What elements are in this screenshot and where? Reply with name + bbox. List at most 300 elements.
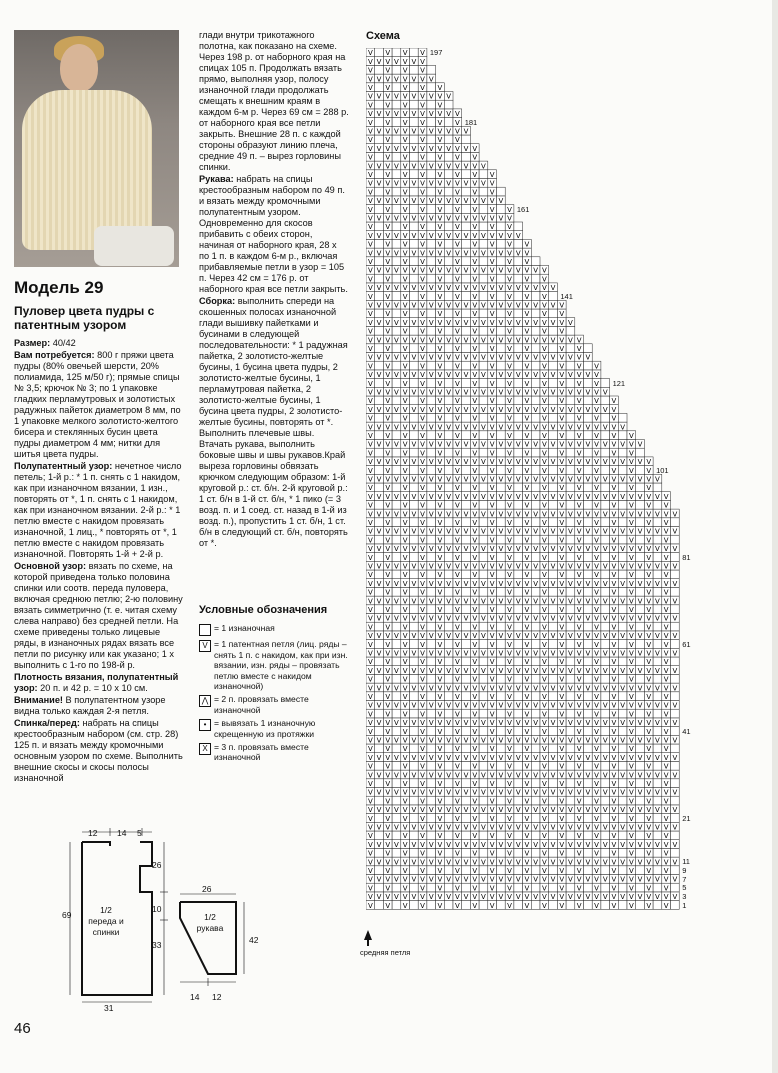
svg-text:V: V xyxy=(472,275,478,284)
svg-text:V: V xyxy=(376,371,382,380)
svg-text:V: V xyxy=(472,510,478,519)
svg-text:V: V xyxy=(646,579,652,588)
svg-text:V: V xyxy=(620,458,626,467)
svg-text:V: V xyxy=(646,745,652,754)
svg-text:V: V xyxy=(576,875,582,884)
svg-text:V: V xyxy=(367,701,373,710)
svg-text:V: V xyxy=(611,606,617,614)
svg-text:V: V xyxy=(576,797,582,806)
svg-text:V: V xyxy=(454,545,460,554)
svg-text:V: V xyxy=(507,397,512,406)
svg-text:V: V xyxy=(420,806,425,815)
svg-text:V: V xyxy=(376,475,382,484)
svg-text:V: V xyxy=(454,118,460,127)
middle-column-paragraph-label: Сборка: xyxy=(199,296,236,306)
svg-text:V: V xyxy=(437,188,443,197)
svg-text:V: V xyxy=(437,832,443,841)
svg-text:V: V xyxy=(420,371,425,380)
svg-text:V: V xyxy=(594,405,599,414)
svg-text:V: V xyxy=(594,362,599,371)
svg-text:V: V xyxy=(463,162,469,171)
svg-text:V: V xyxy=(402,127,408,136)
svg-text:V: V xyxy=(411,806,417,815)
svg-text:V: V xyxy=(420,606,425,614)
svg-text:V: V xyxy=(463,823,469,832)
svg-text:V: V xyxy=(541,762,547,771)
svg-text:V: V xyxy=(463,318,469,327)
svg-text:V: V xyxy=(489,292,495,301)
svg-text:V: V xyxy=(367,188,373,197)
svg-text:V: V xyxy=(411,197,417,206)
svg-text:V: V xyxy=(454,684,460,693)
svg-text:V: V xyxy=(559,771,565,780)
svg-text:V: V xyxy=(394,858,399,867)
svg-text:V: V xyxy=(454,258,460,266)
svg-text:V: V xyxy=(420,110,425,119)
svg-text:V: V xyxy=(559,545,565,554)
svg-text:V: V xyxy=(550,875,556,884)
svg-text:V: V xyxy=(533,649,539,658)
svg-text:V: V xyxy=(663,884,669,893)
svg-text:V: V xyxy=(498,788,504,797)
svg-text:V: V xyxy=(411,179,417,188)
svg-text:V: V xyxy=(420,762,425,771)
svg-text:V: V xyxy=(385,397,391,406)
svg-text:V: V xyxy=(507,710,512,719)
svg-text:V: V xyxy=(394,162,399,171)
svg-text:V: V xyxy=(420,579,425,588)
svg-text:V: V xyxy=(646,884,652,893)
svg-text:V: V xyxy=(602,858,608,867)
svg-text:V: V xyxy=(472,553,478,562)
svg-text:V: V xyxy=(437,658,443,667)
svg-text:V: V xyxy=(646,658,652,667)
svg-text:V: V xyxy=(454,397,460,406)
svg-text:V: V xyxy=(376,144,382,153)
svg-text:V: V xyxy=(594,475,599,484)
svg-text:V: V xyxy=(524,336,530,345)
svg-text:V: V xyxy=(402,719,408,728)
svg-text:V: V xyxy=(489,797,495,806)
svg-text:V: V xyxy=(394,597,399,606)
svg-text:V: V xyxy=(602,545,608,554)
svg-text:V: V xyxy=(489,205,495,214)
svg-text:V: V xyxy=(541,484,547,493)
svg-text:V: V xyxy=(646,684,652,693)
svg-text:V: V xyxy=(594,579,599,588)
svg-text:V: V xyxy=(489,345,495,353)
svg-text:V: V xyxy=(576,588,582,597)
svg-text:V: V xyxy=(585,510,591,519)
svg-text:V: V xyxy=(376,92,382,101)
svg-text:V: V xyxy=(367,205,373,214)
svg-text:V: V xyxy=(446,231,452,240)
svg-text:V: V xyxy=(524,797,530,806)
svg-text:V: V xyxy=(637,492,643,501)
svg-text:V: V xyxy=(663,545,669,554)
svg-text:V: V xyxy=(568,701,573,710)
svg-text:V: V xyxy=(454,632,460,641)
svg-text:V: V xyxy=(446,371,452,380)
svg-text:V: V xyxy=(515,684,521,693)
svg-text:V: V xyxy=(394,318,399,327)
svg-text:V: V xyxy=(541,901,547,910)
svg-text:V: V xyxy=(367,484,373,493)
svg-text:V: V xyxy=(655,840,660,849)
svg-text:V: V xyxy=(463,597,469,606)
svg-text:V: V xyxy=(437,814,443,823)
svg-text:V: V xyxy=(437,249,443,258)
svg-text:V: V xyxy=(620,579,626,588)
svg-text:V: V xyxy=(489,614,495,623)
svg-text:V: V xyxy=(437,153,443,162)
svg-text:V: V xyxy=(411,475,417,484)
left-column-paragraph xyxy=(14,695,184,717)
svg-text:V: V xyxy=(646,510,652,519)
svg-text:V: V xyxy=(524,519,530,527)
svg-text:V: V xyxy=(594,823,599,832)
svg-text:V: V xyxy=(515,649,521,658)
svg-text:V: V xyxy=(463,336,469,345)
svg-text:V: V xyxy=(394,179,399,188)
svg-text:V: V xyxy=(611,666,617,675)
svg-text:V: V xyxy=(515,284,521,293)
svg-text:V: V xyxy=(611,527,617,536)
svg-text:V: V xyxy=(481,458,486,467)
svg-text:V: V xyxy=(437,849,443,858)
svg-text:V: V xyxy=(385,101,391,110)
svg-text:V: V xyxy=(472,658,478,667)
svg-text:V: V xyxy=(376,162,382,171)
svg-text:V: V xyxy=(437,606,443,614)
svg-text:V: V xyxy=(602,806,608,815)
svg-text:V: V xyxy=(550,492,556,501)
svg-text:V: V xyxy=(376,736,382,745)
svg-text:V: V xyxy=(402,92,408,101)
svg-text:V: V xyxy=(367,901,373,910)
svg-text:V: V xyxy=(385,875,391,884)
svg-text:V: V xyxy=(628,753,634,762)
svg-text:V: V xyxy=(594,571,599,580)
svg-text:V: V xyxy=(602,405,608,414)
svg-text:V: V xyxy=(646,858,652,867)
svg-text:V: V xyxy=(437,310,443,319)
svg-text:V: V xyxy=(402,736,408,745)
svg-text:V: V xyxy=(367,292,373,301)
svg-text:V: V xyxy=(594,458,599,467)
svg-text:V: V xyxy=(472,684,478,693)
svg-text:V: V xyxy=(428,371,434,380)
svg-text:V: V xyxy=(524,666,530,675)
svg-text:V: V xyxy=(367,240,373,249)
row-number: 9 xyxy=(682,865,687,875)
svg-text:V: V xyxy=(576,501,582,510)
svg-text:V: V xyxy=(559,901,565,910)
svg-text:V: V xyxy=(385,318,391,327)
svg-text:V: V xyxy=(559,614,565,623)
svg-text:V: V xyxy=(472,771,478,780)
svg-text:V: V xyxy=(411,249,417,258)
svg-text:V: V xyxy=(507,736,512,745)
svg-text:V: V xyxy=(420,423,425,432)
svg-text:V: V xyxy=(637,719,643,728)
svg-text:V: V xyxy=(437,753,443,762)
svg-text:V: V xyxy=(472,614,478,623)
svg-text:V: V xyxy=(428,545,434,554)
svg-text:V: V xyxy=(594,736,599,745)
svg-text:V: V xyxy=(541,353,547,362)
svg-text:V: V xyxy=(498,266,504,275)
svg-text:V: V xyxy=(507,258,512,266)
v-square-icon: V xyxy=(199,640,211,652)
svg-text:V: V xyxy=(376,840,382,849)
svg-text:V: V xyxy=(420,466,425,475)
svg-text:V: V xyxy=(507,666,512,675)
svg-text:V: V xyxy=(576,553,582,562)
svg-text:V: V xyxy=(385,562,391,571)
svg-text:V: V xyxy=(437,205,443,214)
svg-text:V: V xyxy=(663,501,669,510)
svg-text:V: V xyxy=(620,510,626,519)
svg-text:V: V xyxy=(385,492,391,501)
svg-text:V: V xyxy=(672,753,678,762)
svg-text:V: V xyxy=(420,710,425,719)
row-number: 121 xyxy=(612,378,626,388)
svg-text:V: V xyxy=(663,875,669,884)
svg-text:V: V xyxy=(672,858,678,867)
svg-text:V: V xyxy=(454,231,460,240)
svg-text:V: V xyxy=(437,144,443,153)
svg-text:V: V xyxy=(437,762,443,771)
svg-text:V: V xyxy=(585,458,591,467)
svg-text:V: V xyxy=(541,562,547,571)
svg-text:V: V xyxy=(402,510,408,519)
svg-text:V: V xyxy=(428,110,434,119)
svg-text:V: V xyxy=(498,353,504,362)
svg-text:V: V xyxy=(559,553,565,562)
svg-text:V: V xyxy=(498,527,504,536)
svg-text:V: V xyxy=(376,701,382,710)
svg-text:V: V xyxy=(515,562,521,571)
svg-text:V: V xyxy=(524,492,530,501)
svg-text:V: V xyxy=(376,527,382,536)
svg-text:V: V xyxy=(646,536,652,545)
svg-text:V: V xyxy=(454,527,460,536)
svg-text:V: V xyxy=(385,571,391,580)
svg-text:V: V xyxy=(385,684,391,693)
svg-text:V: V xyxy=(524,814,530,823)
svg-text:V: V xyxy=(628,545,634,554)
svg-text:V: V xyxy=(446,214,452,223)
svg-text:V: V xyxy=(628,632,634,641)
svg-text:V: V xyxy=(585,806,591,815)
svg-text:V: V xyxy=(367,684,373,693)
svg-text:V: V xyxy=(437,614,443,623)
svg-text:V: V xyxy=(637,614,643,623)
svg-text:V: V xyxy=(385,510,391,519)
svg-text:V: V xyxy=(637,840,643,849)
svg-text:V: V xyxy=(576,884,582,893)
svg-text:V: V xyxy=(402,858,408,867)
svg-text:V: V xyxy=(428,475,434,484)
svg-text:V: V xyxy=(454,519,460,527)
svg-text:V: V xyxy=(646,832,652,841)
svg-text:V: V xyxy=(576,458,582,467)
svg-text:V: V xyxy=(463,579,469,588)
svg-text:V: V xyxy=(507,893,512,902)
svg-text:V: V xyxy=(376,545,382,554)
svg-text:V: V xyxy=(472,780,478,788)
svg-text:V: V xyxy=(541,466,547,475)
svg-text:V: V xyxy=(507,371,512,380)
svg-text:V: V xyxy=(481,806,486,815)
svg-text:V: V xyxy=(507,388,512,397)
svg-text:V: V xyxy=(559,840,565,849)
svg-text:V: V xyxy=(550,475,556,484)
svg-text:V: V xyxy=(559,597,565,606)
svg-text:V: V xyxy=(437,223,443,232)
svg-text:V: V xyxy=(568,666,573,675)
svg-text:V: V xyxy=(472,753,478,762)
svg-text:V: V xyxy=(420,719,425,728)
svg-text:V: V xyxy=(367,414,373,423)
svg-text:V: V xyxy=(585,545,591,554)
svg-text:V: V xyxy=(507,597,512,606)
svg-text:V: V xyxy=(498,301,504,310)
svg-text:V: V xyxy=(611,623,617,632)
svg-text:V: V xyxy=(611,414,617,423)
svg-text:V: V xyxy=(568,388,573,397)
svg-text:V: V xyxy=(628,432,634,440)
svg-text:V: V xyxy=(507,466,512,475)
svg-text:V: V xyxy=(367,797,373,806)
svg-text:V: V xyxy=(472,536,478,545)
svg-text:V: V xyxy=(454,606,460,614)
svg-text:V: V xyxy=(637,771,643,780)
svg-text:V: V xyxy=(672,875,678,884)
svg-text:V: V xyxy=(420,49,425,58)
svg-text:V: V xyxy=(402,275,408,284)
svg-text:V: V xyxy=(498,492,504,501)
svg-text:V: V xyxy=(472,144,478,153)
svg-text:V: V xyxy=(367,588,373,597)
svg-text:V: V xyxy=(454,536,460,545)
svg-text:V: V xyxy=(602,719,608,728)
x-square-icon: X xyxy=(199,743,211,755)
svg-text:V: V xyxy=(602,440,608,449)
svg-text:V: V xyxy=(585,893,591,902)
sleeve-label: 1/2 рукава xyxy=(196,912,224,933)
svg-text:V: V xyxy=(402,640,408,649)
svg-text:V: V xyxy=(454,379,460,388)
svg-text:V: V xyxy=(541,814,547,823)
svg-text:V: V xyxy=(524,840,530,849)
svg-text:V: V xyxy=(628,806,634,815)
svg-text:V: V xyxy=(454,867,460,875)
svg-text:V: V xyxy=(646,693,652,701)
svg-text:V: V xyxy=(420,449,425,458)
svg-text:V: V xyxy=(367,423,373,432)
svg-text:V: V xyxy=(524,614,530,623)
svg-text:V: V xyxy=(498,806,504,815)
svg-text:V: V xyxy=(559,753,565,762)
svg-text:V: V xyxy=(463,249,469,258)
svg-text:V: V xyxy=(437,884,443,893)
svg-text:V: V xyxy=(489,649,495,658)
svg-text:V: V xyxy=(394,197,399,206)
svg-text:V: V xyxy=(454,144,460,153)
svg-text:V: V xyxy=(411,701,417,710)
svg-text:V: V xyxy=(594,632,599,641)
svg-text:V: V xyxy=(576,858,582,867)
svg-text:V: V xyxy=(515,666,521,675)
svg-text:V: V xyxy=(446,753,452,762)
svg-text:V: V xyxy=(498,423,504,432)
svg-text:V: V xyxy=(611,780,617,788)
svg-text:V: V xyxy=(524,275,530,284)
svg-text:V: V xyxy=(385,240,391,249)
svg-text:V: V xyxy=(594,519,599,527)
svg-text:V: V xyxy=(541,614,547,623)
svg-text:V: V xyxy=(385,84,391,92)
svg-text:V: V xyxy=(611,423,617,432)
svg-text:V: V xyxy=(663,623,669,632)
svg-text:V: V xyxy=(420,666,425,675)
svg-text:V: V xyxy=(576,423,582,432)
svg-text:V: V xyxy=(394,545,399,554)
svg-text:V: V xyxy=(420,527,425,536)
svg-text:V: V xyxy=(594,510,599,519)
svg-text:V: V xyxy=(559,632,565,641)
svg-text:V: V xyxy=(576,788,582,797)
svg-text:V: V xyxy=(559,440,565,449)
svg-text:V: V xyxy=(507,840,512,849)
svg-text:V: V xyxy=(411,144,417,153)
svg-text:V: V xyxy=(463,423,469,432)
svg-text:V: V xyxy=(524,318,530,327)
svg-text:V: V xyxy=(568,614,573,623)
svg-text:V: V xyxy=(385,258,391,266)
center-arrow-stem xyxy=(367,938,369,946)
svg-text:V: V xyxy=(559,449,565,458)
svg-text:V: V xyxy=(611,475,617,484)
svg-text:V: V xyxy=(472,475,478,484)
svg-text:V: V xyxy=(533,701,539,710)
svg-text:V: V xyxy=(559,823,565,832)
svg-text:V: V xyxy=(541,379,547,388)
svg-text:V: V xyxy=(454,571,460,580)
svg-text:V: V xyxy=(385,110,391,119)
svg-text:V: V xyxy=(446,144,452,153)
svg-text:V: V xyxy=(437,867,443,875)
svg-text:V: V xyxy=(385,632,391,641)
svg-text:V: V xyxy=(663,771,669,780)
svg-text:V: V xyxy=(437,336,443,345)
svg-text:V: V xyxy=(411,545,417,554)
svg-text:V: V xyxy=(663,553,669,562)
svg-text:V: V xyxy=(420,858,425,867)
svg-text:V: V xyxy=(498,388,504,397)
svg-text:V: V xyxy=(559,510,565,519)
svg-text:V: V xyxy=(541,388,547,397)
svg-text:V: V xyxy=(541,745,547,754)
svg-text:V: V xyxy=(663,780,669,788)
svg-text:V: V xyxy=(559,519,565,527)
svg-text:V: V xyxy=(637,510,643,519)
svg-text:V: V xyxy=(367,571,373,580)
svg-text:V: V xyxy=(672,788,678,797)
svg-text:V: V xyxy=(628,849,634,858)
